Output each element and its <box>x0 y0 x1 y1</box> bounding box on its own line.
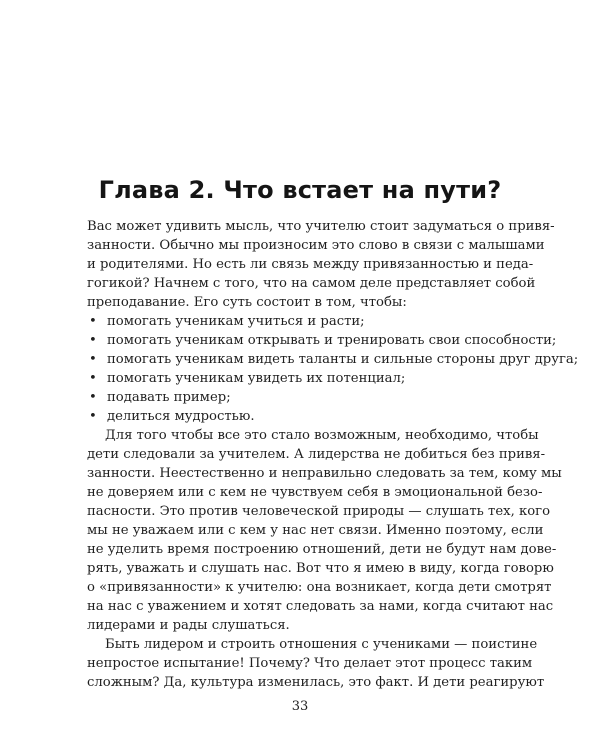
list-item <box>87 312 489 331</box>
text-line: занности. Обычно мы произносим это слово в связи с малышами <box>87 238 545 253</box>
text-line: о «привязанности» к учителю: она возникает, когда дети смотрят <box>87 580 552 595</box>
text-line: на нас с уважением и хотят следовать за нами, когда считают нас <box>87 599 554 614</box>
list-item <box>87 388 489 407</box>
chapter-title: Глава 2. Что встает на пути? <box>98 176 502 204</box>
list-item-text: помогать ученикам увидеть их потенциал; <box>107 371 406 386</box>
text-line: не уделить время построению отношений, дети не будут нам дове- <box>87 542 557 557</box>
list-item <box>87 407 489 426</box>
text-line: преподавание. Его суть состоит в том, чтобы: <box>87 295 407 310</box>
text-line: дети следовали за учителем. А лидерства не добиться без привя- <box>87 447 546 462</box>
bullet-icon: • <box>89 333 97 348</box>
text-line: занности. Неестественно и неправильно следовать за тем, кому мы <box>87 466 562 481</box>
bullet-icon: • <box>89 314 97 329</box>
list-item-text: помогать ученикам видеть таланты и сильные стороны друг друга; <box>107 352 579 367</box>
list-item-text: помогать ученикам учиться и расти; <box>107 314 365 329</box>
text-line: Быть лидером и строить отношения с учениками — поистине <box>105 637 538 652</box>
bullet-icon: • <box>89 352 97 367</box>
bullet-icon: • <box>89 371 97 386</box>
bullet-icon: • <box>89 409 97 424</box>
text-line: непростое испытание! Почему? Что делает этот процесс таким <box>87 656 533 671</box>
bullet-list <box>87 312 579 426</box>
text-line: Вас может удивить мысль, что учителю стоит задуматься о привя- <box>87 219 555 234</box>
list-item-text: подавать пример; <box>107 390 231 405</box>
list-item <box>87 350 579 369</box>
list-item <box>87 331 557 350</box>
text-line: мы не уважаем или с кем у нас нет связи. Именно поэтому, если <box>87 523 544 538</box>
bullet-icon: • <box>89 390 97 405</box>
body-text <box>87 217 579 692</box>
text-line: и родителями. Но есть ли связь между привязанностью и педа- <box>87 257 534 272</box>
text-line: пасности. Это против человеческой природы — слушать тех, кого <box>87 504 551 519</box>
text-line: гогикой? Начнем с того, что на самом деле представляет собой <box>87 276 536 291</box>
list-item-text: помогать ученикам открывать и тренировать свои способности; <box>107 333 557 348</box>
text-line: Для того чтобы все это стало возможным, необходимо, чтобы <box>105 428 539 443</box>
text-line: лидерами и рады слушаться. <box>87 618 290 633</box>
page-number: 33 <box>291 699 309 714</box>
list-item <box>87 369 489 388</box>
text-line: рять, уважать и слушать нас. Вот что я имею в виду, когда говорю <box>87 561 554 576</box>
list-item-text: делиться мудростью. <box>107 409 255 424</box>
text-line: сложным? Да, культура изменилась, это факт. И дети реагируют <box>87 675 545 690</box>
text-line: не доверяем или с кем не чувствуем себя в эмоциональной безо- <box>87 485 543 500</box>
